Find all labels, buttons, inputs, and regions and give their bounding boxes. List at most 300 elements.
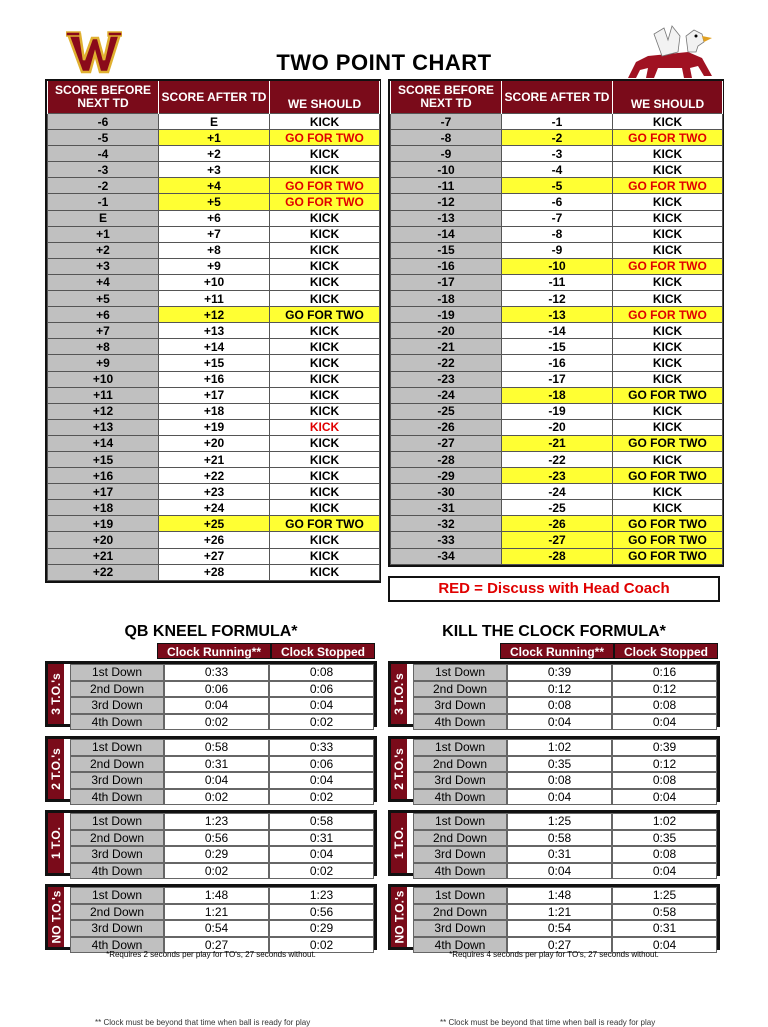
clock-running-cell: 1:23 xyxy=(164,813,269,830)
timeouts-label xyxy=(48,813,64,873)
table-row xyxy=(391,162,723,178)
table-row xyxy=(391,516,723,532)
score-after-cell: +14 xyxy=(159,339,270,355)
we-should-cell: GO FOR TWO xyxy=(270,194,380,210)
down-label: 1st Down xyxy=(70,739,164,756)
kill-note: *Requires 4 seconds per play for TO's, 27 seconds without. xyxy=(449,950,659,959)
clock-stopped-cell: 0:04 xyxy=(269,846,374,863)
formula-row xyxy=(70,664,374,681)
score-before-cell: -7 xyxy=(391,114,502,130)
score-before-cell: +8 xyxy=(48,339,159,355)
table-row xyxy=(391,146,723,162)
we-should-cell: KICK xyxy=(270,258,380,274)
score-after-cell: +24 xyxy=(159,500,270,516)
we-should-cell: KICK xyxy=(270,355,380,371)
score-before-cell: -6 xyxy=(48,114,159,130)
clock-stopped-cell: 0:04 xyxy=(612,714,717,731)
score-after-cell: +5 xyxy=(159,194,270,210)
timeouts-label xyxy=(48,739,64,799)
clock-running-cell: 0:27 xyxy=(164,937,269,954)
formula-row xyxy=(413,772,717,789)
col-clock-running: Clock Running** xyxy=(157,643,271,659)
table-row xyxy=(391,258,723,274)
table-row xyxy=(391,194,723,210)
table-row xyxy=(391,307,723,323)
score-after-cell: +19 xyxy=(159,419,270,435)
we-should-cell: KICK xyxy=(613,274,723,290)
we-should-cell: KICK xyxy=(270,468,380,484)
score-after-cell: -2 xyxy=(502,130,613,146)
score-after-cell: -16 xyxy=(502,355,613,371)
footnote-left: ** Clock must be beyond that time when ball is ready for play xyxy=(95,1018,311,1027)
formula-row xyxy=(413,904,717,921)
table-row xyxy=(391,226,723,242)
table-row xyxy=(48,114,380,130)
clock-stopped-cell: 0:33 xyxy=(269,739,374,756)
timeouts-label-text: 1 T.O. xyxy=(49,826,64,860)
we-should-cell: KICK xyxy=(270,419,380,435)
table-row xyxy=(48,323,380,339)
down-label: 2nd Down xyxy=(413,904,507,921)
table-row xyxy=(48,226,380,242)
formula-row xyxy=(413,739,717,756)
table-row xyxy=(48,371,380,387)
score-before-cell: +17 xyxy=(48,484,159,500)
clock-running-cell: 1:48 xyxy=(164,887,269,904)
score-after-cell: +8 xyxy=(159,242,270,258)
we-should-cell: GO FOR TWO xyxy=(613,387,723,403)
col-score-after: SCORE AFTER TD xyxy=(502,81,613,114)
table-row xyxy=(48,532,380,548)
down-label: 4th Down xyxy=(413,789,507,806)
formula-row xyxy=(413,813,717,830)
table-row xyxy=(48,130,380,146)
score-after-cell: -18 xyxy=(502,387,613,403)
table-row xyxy=(391,130,723,146)
score-before-cell: -2 xyxy=(48,178,159,194)
clock-stopped-cell: 0:02 xyxy=(269,714,374,731)
qb-kneel-title: QB KNEEL FORMULA* xyxy=(124,623,298,640)
table-row xyxy=(391,291,723,307)
clock-stopped-cell: 0:04 xyxy=(612,789,717,806)
score-before-cell: +20 xyxy=(48,532,159,548)
clock-stopped-cell: 0:12 xyxy=(612,756,717,773)
score-before-cell: -18 xyxy=(391,291,502,307)
score-before-cell: -1 xyxy=(48,194,159,210)
clock-running-cell: 1:48 xyxy=(507,887,612,904)
score-before-cell: +3 xyxy=(48,258,159,274)
col-score-before: SCORE BEFORE NEXT TD xyxy=(48,81,159,114)
clock-running-cell: 0:04 xyxy=(507,789,612,806)
clock-running-cell: 1:21 xyxy=(164,904,269,921)
score-after-cell: +23 xyxy=(159,484,270,500)
clock-stopped-cell: 0:02 xyxy=(269,863,374,880)
score-after-cell: +10 xyxy=(159,274,270,290)
table-row xyxy=(48,516,380,532)
clock-stopped-cell: 0:31 xyxy=(612,920,717,937)
we-should-cell: GO FOR TWO xyxy=(613,178,723,194)
we-should-cell: KICK xyxy=(270,226,380,242)
score-before-cell: -14 xyxy=(391,226,502,242)
score-before-cell: -21 xyxy=(391,339,502,355)
down-label: 2nd Down xyxy=(413,681,507,698)
we-should-cell: KICK xyxy=(270,484,380,500)
table-row xyxy=(48,387,380,403)
clock-running-cell: 1:02 xyxy=(507,739,612,756)
table-row xyxy=(391,468,723,484)
clock-running-cell: 0:02 xyxy=(164,714,269,731)
down-label: 1st Down xyxy=(413,739,507,756)
clock-running-cell: 0:29 xyxy=(164,846,269,863)
clock-stopped-cell: 0:35 xyxy=(612,830,717,847)
score-before-cell: -17 xyxy=(391,274,502,290)
table-row xyxy=(48,210,380,226)
clock-running-cell: 0:06 xyxy=(164,681,269,698)
we-should-cell: KICK xyxy=(613,419,723,435)
clock-running-cell: 0:58 xyxy=(507,830,612,847)
timeouts-label-text: NO T.O.'s xyxy=(49,890,63,944)
we-should-cell: KICK xyxy=(613,371,723,387)
score-after-cell: -28 xyxy=(502,548,613,564)
timeout-block xyxy=(45,810,377,876)
clock-stopped-cell: 0:58 xyxy=(612,904,717,921)
table-row xyxy=(48,274,380,290)
down-label: 3rd Down xyxy=(70,697,164,714)
clock-stopped-cell: 0:31 xyxy=(269,830,374,847)
down-label: 3rd Down xyxy=(413,920,507,937)
timeouts-label xyxy=(391,887,407,947)
we-should-cell: GO FOR TWO xyxy=(270,307,380,323)
clock-running-cell: 0:04 xyxy=(507,863,612,880)
kill-column-headers xyxy=(500,643,718,659)
score-before-cell: +19 xyxy=(48,516,159,532)
score-before-cell: E xyxy=(48,210,159,226)
score-after-cell: -14 xyxy=(502,323,613,339)
down-label: 2nd Down xyxy=(413,756,507,773)
score-before-cell: +15 xyxy=(48,451,159,467)
timeouts-label-text: 3 T.O.'s xyxy=(49,673,64,715)
clock-stopped-cell: 0:08 xyxy=(612,697,717,714)
formula-row xyxy=(70,887,374,904)
score-before-cell: -29 xyxy=(391,468,502,484)
score-after-cell: +20 xyxy=(159,435,270,451)
we-should-cell: KICK xyxy=(270,564,380,580)
we-should-cell: KICK xyxy=(270,210,380,226)
down-label: 2nd Down xyxy=(413,830,507,847)
we-should-cell: KICK xyxy=(613,451,723,467)
score-after-cell: +21 xyxy=(159,451,270,467)
we-should-cell: KICK xyxy=(270,371,380,387)
clock-running-cell: 1:25 xyxy=(507,813,612,830)
score-after-cell: +9 xyxy=(159,258,270,274)
table-row xyxy=(391,419,723,435)
formula-row xyxy=(70,904,374,921)
score-after-cell: -24 xyxy=(502,484,613,500)
we-should-cell: GO FOR TWO xyxy=(613,258,723,274)
score-before-cell: +22 xyxy=(48,564,159,580)
down-label: 3rd Down xyxy=(70,846,164,863)
clock-running-cell: 0:31 xyxy=(507,846,612,863)
score-after-cell: +16 xyxy=(159,371,270,387)
score-after-cell: +25 xyxy=(159,516,270,532)
clock-running-cell: 0:08 xyxy=(507,772,612,789)
col-clock-running: Clock Running** xyxy=(500,643,614,659)
score-after-cell: -20 xyxy=(502,419,613,435)
score-before-cell: +6 xyxy=(48,307,159,323)
we-should-cell: GO FOR TWO xyxy=(613,468,723,484)
table-row xyxy=(391,323,723,339)
formula-row xyxy=(413,714,717,731)
clock-stopped-cell: 1:25 xyxy=(612,887,717,904)
score-after-cell: -4 xyxy=(502,162,613,178)
score-before-cell: -32 xyxy=(391,516,502,532)
we-should-cell: KICK xyxy=(613,162,723,178)
table-row xyxy=(48,146,380,162)
clock-running-cell: 0:02 xyxy=(164,863,269,880)
timeouts-label-text: 1 T.O. xyxy=(392,826,407,860)
formula-row xyxy=(70,920,374,937)
score-after-cell: -27 xyxy=(502,532,613,548)
col-we-should: WE SHOULD xyxy=(613,81,723,114)
clock-stopped-cell: 0:56 xyxy=(269,904,374,921)
down-label: 4th Down xyxy=(70,937,164,954)
table-row xyxy=(48,468,380,484)
score-before-cell: -10 xyxy=(391,162,502,178)
clock-running-cell: 1:21 xyxy=(507,904,612,921)
clock-stopped-cell: 0:58 xyxy=(269,813,374,830)
clock-stopped-cell: 1:23 xyxy=(269,887,374,904)
qb-column-headers xyxy=(157,643,375,659)
timeouts-label-text: 3 T.O.'s xyxy=(392,673,407,715)
formula-row xyxy=(70,813,374,830)
table-row xyxy=(48,194,380,210)
formula-row xyxy=(70,756,374,773)
timeouts-label-text: 2 T.O.'s xyxy=(392,748,407,790)
down-label: 3rd Down xyxy=(413,772,507,789)
formula-row xyxy=(413,920,717,937)
table-row xyxy=(391,387,723,403)
score-before-cell: +5 xyxy=(48,291,159,307)
table-row xyxy=(391,178,723,194)
clock-stopped-cell: 0:06 xyxy=(269,756,374,773)
score-before-cell: +18 xyxy=(48,500,159,516)
formula-row xyxy=(70,772,374,789)
we-should-cell: GO FOR TWO xyxy=(270,130,380,146)
down-label: 3rd Down xyxy=(413,697,507,714)
clock-stopped-cell: 0:16 xyxy=(612,664,717,681)
score-after-cell: -8 xyxy=(502,226,613,242)
down-label: 4th Down xyxy=(413,937,507,954)
clock-stopped-cell: 1:02 xyxy=(612,813,717,830)
score-before-cell: -33 xyxy=(391,532,502,548)
clock-stopped-cell: 0:02 xyxy=(269,789,374,806)
col-clock-stopped: Clock Stopped xyxy=(614,643,718,659)
clock-running-cell: 0:27 xyxy=(507,937,612,954)
formula-row xyxy=(413,887,717,904)
score-before-cell: -25 xyxy=(391,403,502,419)
score-before-cell: +12 xyxy=(48,403,159,419)
table-row xyxy=(48,484,380,500)
score-before-cell: +7 xyxy=(48,323,159,339)
we-should-cell: GO FOR TWO xyxy=(613,532,723,548)
score-before-cell: -26 xyxy=(391,419,502,435)
table-row xyxy=(48,291,380,307)
down-label: 4th Down xyxy=(70,714,164,731)
score-before-cell: -8 xyxy=(391,130,502,146)
we-should-cell: GO FOR TWO xyxy=(270,516,380,532)
score-before-cell: -28 xyxy=(391,451,502,467)
clock-stopped-cell: 0:06 xyxy=(269,681,374,698)
table-row xyxy=(48,403,380,419)
score-after-cell: -22 xyxy=(502,451,613,467)
score-after-cell: +18 xyxy=(159,403,270,419)
we-should-cell: GO FOR TWO xyxy=(613,516,723,532)
score-after-cell: -6 xyxy=(502,194,613,210)
clock-running-cell: 0:31 xyxy=(164,756,269,773)
clock-stopped-cell: 0:29 xyxy=(269,920,374,937)
timeouts-label xyxy=(391,813,407,873)
score-after-cell: -26 xyxy=(502,516,613,532)
score-before-cell: -4 xyxy=(48,146,159,162)
clock-running-cell: 0:12 xyxy=(507,681,612,698)
col-we-should: WE SHOULD xyxy=(270,81,380,114)
clock-stopped-cell: 0:08 xyxy=(269,664,374,681)
score-before-cell: -15 xyxy=(391,242,502,258)
formula-row xyxy=(413,697,717,714)
we-should-cell: KICK xyxy=(613,355,723,371)
table-row xyxy=(391,114,723,130)
down-label: 4th Down xyxy=(413,714,507,731)
we-should-cell: KICK xyxy=(270,387,380,403)
score-after-cell: -19 xyxy=(502,403,613,419)
table-row xyxy=(48,564,380,580)
formula-row xyxy=(413,846,717,863)
clock-running-cell: 0:04 xyxy=(164,697,269,714)
timeouts-label xyxy=(48,664,64,724)
formula-row xyxy=(413,681,717,698)
down-label: 2nd Down xyxy=(70,904,164,921)
score-after-cell: +12 xyxy=(159,307,270,323)
we-should-cell: KICK xyxy=(270,274,380,290)
we-should-cell: KICK xyxy=(613,226,723,242)
clock-running-cell: 0:04 xyxy=(507,714,612,731)
score-before-cell: -11 xyxy=(391,178,502,194)
we-should-cell: KICK xyxy=(270,242,380,258)
clock-stopped-cell: 0:12 xyxy=(612,681,717,698)
formula-row xyxy=(413,789,717,806)
score-before-cell: -5 xyxy=(48,130,159,146)
score-before-cell: -13 xyxy=(391,210,502,226)
score-before-cell: +16 xyxy=(48,468,159,484)
footnote-right: ** Clock must be beyond that time when ball is ready for play xyxy=(440,1018,656,1027)
clock-running-cell: 0:54 xyxy=(507,920,612,937)
table-row xyxy=(48,548,380,564)
col-score-after: SCORE AFTER TD xyxy=(159,81,270,114)
down-label: 4th Down xyxy=(70,789,164,806)
formula-row xyxy=(70,830,374,847)
formula-row xyxy=(70,863,374,880)
formula-row xyxy=(70,697,374,714)
table-row xyxy=(48,162,380,178)
table-row xyxy=(48,500,380,516)
we-should-cell: KICK xyxy=(613,146,723,162)
we-should-cell: KICK xyxy=(270,291,380,307)
score-before-cell: -3 xyxy=(48,162,159,178)
score-before-cell: -20 xyxy=(391,323,502,339)
formula-row xyxy=(413,664,717,681)
score-before-cell: -23 xyxy=(391,371,502,387)
score-before-cell: +9 xyxy=(48,355,159,371)
we-should-cell: GO FOR TWO xyxy=(613,435,723,451)
down-label: 2nd Down xyxy=(70,756,164,773)
table-row xyxy=(391,210,723,226)
table-row xyxy=(391,500,723,516)
clock-stopped-cell: 0:08 xyxy=(612,772,717,789)
clock-running-cell: 0:56 xyxy=(164,830,269,847)
table-row xyxy=(48,355,380,371)
we-should-cell: GO FOR TWO xyxy=(613,548,723,564)
clock-running-cell: 0:39 xyxy=(507,664,612,681)
score-before-cell: +4 xyxy=(48,274,159,290)
we-should-cell: GO FOR TWO xyxy=(270,178,380,194)
table-row xyxy=(391,339,723,355)
clock-running-cell: 0:33 xyxy=(164,664,269,681)
timeout-block xyxy=(45,736,377,802)
table-row xyxy=(48,258,380,274)
col-score-before: SCORE BEFORE NEXT TD xyxy=(391,81,502,114)
clock-running-cell: 0:35 xyxy=(507,756,612,773)
score-before-cell: -16 xyxy=(391,258,502,274)
table-row xyxy=(48,419,380,435)
down-label: 1st Down xyxy=(70,887,164,904)
down-label: 3rd Down xyxy=(70,772,164,789)
formula-row xyxy=(70,681,374,698)
score-after-cell: +2 xyxy=(159,146,270,162)
score-before-cell: +14 xyxy=(48,435,159,451)
score-before-cell: -12 xyxy=(391,194,502,210)
down-label: 1st Down xyxy=(413,813,507,830)
score-before-cell: +10 xyxy=(48,371,159,387)
table-row xyxy=(391,242,723,258)
we-should-cell: KICK xyxy=(270,323,380,339)
down-label: 2nd Down xyxy=(70,830,164,847)
formula-row xyxy=(70,789,374,806)
score-after-cell: +17 xyxy=(159,387,270,403)
score-after-cell: -21 xyxy=(502,435,613,451)
score-before-cell: -27 xyxy=(391,435,502,451)
we-should-cell: KICK xyxy=(613,323,723,339)
timeout-block xyxy=(388,810,720,876)
we-should-cell: KICK xyxy=(270,532,380,548)
score-before-cell: +11 xyxy=(48,387,159,403)
formula-row xyxy=(413,863,717,880)
score-after-cell: E xyxy=(159,114,270,130)
we-should-cell: KICK xyxy=(270,451,380,467)
table-row xyxy=(391,435,723,451)
score-after-cell: +1 xyxy=(159,130,270,146)
timeouts-label-text: NO T.O.'s xyxy=(392,890,406,944)
we-should-cell: KICK xyxy=(270,162,380,178)
score-before-cell: -22 xyxy=(391,355,502,371)
down-label: 4th Down xyxy=(413,863,507,880)
score-after-cell: +26 xyxy=(159,532,270,548)
table-row xyxy=(391,355,723,371)
score-after-cell: -25 xyxy=(502,500,613,516)
down-label: 1st Down xyxy=(70,813,164,830)
score-before-cell: -9 xyxy=(391,146,502,162)
table-row xyxy=(391,484,723,500)
score-after-cell: -13 xyxy=(502,307,613,323)
